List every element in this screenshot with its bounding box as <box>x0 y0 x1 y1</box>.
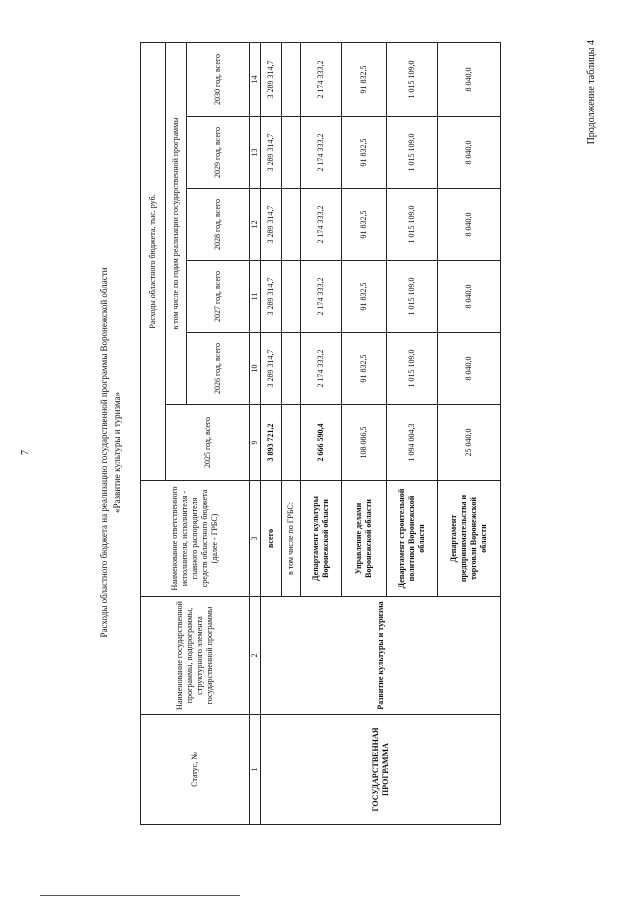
column-number-row <box>250 42 261 824</box>
grbs-name: Департамент культуры Воронежской области <box>301 481 342 597</box>
grbs-name: Управление делами Воронежской области <box>342 481 387 597</box>
header-expenses: Расходы областного бюджета, тыс. руб. <box>141 42 166 480</box>
header-by-years: в том числе по годам реализации государственной программы <box>166 42 187 404</box>
header-grbs-name: Наименование ответственного исполнителя, исполнителя - главного распорядителя средств областного бюджета (далее - ГРБС) <box>141 481 250 597</box>
column-number: 3 <box>250 481 261 597</box>
column-number: 10 <box>250 333 261 405</box>
value-cell: 3 893 721,2 <box>261 405 282 481</box>
value-cell: 2 174 333,2 <box>301 42 342 116</box>
value-cell: 91 832,5 <box>342 189 387 261</box>
grbs-name: всего <box>261 481 282 597</box>
header-year-2028: 2028 год, всего <box>187 189 250 261</box>
value-cell: 8 040,0 <box>438 261 501 333</box>
value-cell: 2 174 333,2 <box>301 333 342 405</box>
header-year-2026: 2026 год, всего <box>187 333 250 405</box>
value-cell: 1 015 109,0 <box>387 117 438 189</box>
title-line-1: Расходы областного бюджета на реализацию государственной программы Воронежской области <box>99 267 109 638</box>
header-status: Статус, № <box>141 715 250 825</box>
program-name: Развитие культуры и туризма <box>261 597 501 715</box>
value-cell: 2 174 333,2 <box>301 189 342 261</box>
table-title <box>98 0 124 905</box>
value-cell: 3 289 314,7 <box>261 261 282 333</box>
table-row <box>261 42 282 824</box>
grbs-name: в том числе по ГРБС: <box>282 481 301 597</box>
value-cell: 91 832,5 <box>342 42 387 116</box>
value-cell: 1 015 109,0 <box>387 42 438 116</box>
value-cell: 91 832,5 <box>342 261 387 333</box>
column-number: 9 <box>250 405 261 481</box>
value-cell: 3 289 314,7 <box>261 189 282 261</box>
value-cell: 8 040,0 <box>438 42 501 116</box>
header-year-2025: 2025 год, всего <box>166 405 250 481</box>
value-cell: 1 094 004,3 <box>387 405 438 481</box>
value-cell: 3 289 314,7 <box>261 333 282 405</box>
continuation-label: Продолжение таблицы 4 <box>586 40 597 145</box>
column-number: 1 <box>250 715 261 825</box>
value-cell <box>282 117 301 189</box>
value-cell: 1 015 109,0 <box>387 189 438 261</box>
column-number: 13 <box>250 117 261 189</box>
value-cell <box>282 333 301 405</box>
header-year-2029: 2029 год, всего <box>187 117 250 189</box>
value-cell: 2 174 333,2 <box>301 117 342 189</box>
grbs-name: Департамент предпринимательства и торговли Воронежской области <box>438 481 501 597</box>
value-cell: 8 040,0 <box>438 333 501 405</box>
header-year-2027: 2027 год, всего <box>187 261 250 333</box>
value-cell <box>282 42 301 116</box>
title-line-2: «Развитие культуры и туризма» <box>112 391 122 514</box>
column-number: 12 <box>250 189 261 261</box>
column-number: 14 <box>250 42 261 116</box>
value-cell: 1 015 109,0 <box>387 333 438 405</box>
value-cell: 108 086,5 <box>342 405 387 481</box>
value-cell: 3 289 314,7 <box>261 117 282 189</box>
value-cell: 1 015 109,0 <box>387 261 438 333</box>
footer-rule <box>40 895 240 896</box>
value-cell: 91 832,5 <box>342 333 387 405</box>
header-program-name: Наименование государственной программы, подпрограммы, структурного элемента государственной программы <box>141 597 250 715</box>
value-cell: 25 040,0 <box>438 405 501 481</box>
value-cell: 3 289 314,7 <box>261 42 282 116</box>
column-number: 11 <box>250 261 261 333</box>
value-cell: 91 832,5 <box>342 117 387 189</box>
header-year-2030: 2030 год, всего <box>187 42 250 116</box>
value-cell: 8 040,0 <box>438 189 501 261</box>
value-cell <box>282 405 301 481</box>
column-number: 2 <box>250 597 261 715</box>
program-status: ГОСУДАРСТВЕННАЯ ПРОГРАММА <box>261 715 501 825</box>
page-number: 7 <box>20 450 31 455</box>
value-cell: 2 666 590,4 <box>301 405 342 481</box>
value-cell: 8 040,0 <box>438 117 501 189</box>
expenses-table <box>140 42 501 825</box>
grbs-name: Департамент строительной политики Воронежской области <box>387 481 438 597</box>
value-cell <box>282 261 301 333</box>
value-cell: 2 174 333,2 <box>301 261 342 333</box>
value-cell <box>282 189 301 261</box>
